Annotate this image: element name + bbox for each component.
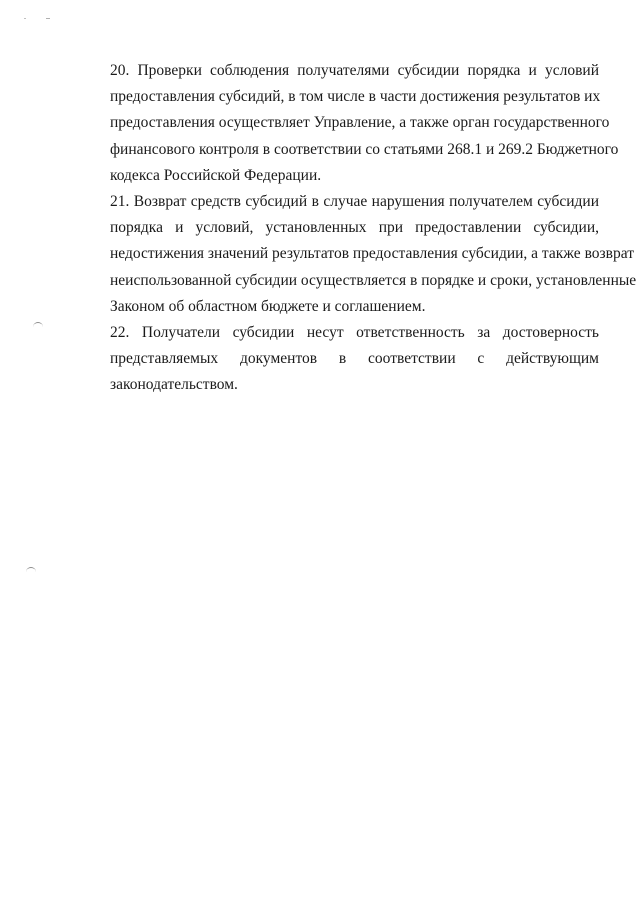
paragraph-line: предоставления субсидий, в том числе в части достижения результатов их: [110, 88, 601, 106]
scan-mark: [46, 18, 50, 19]
paragraph-line: недостижения значений результатов предоставления субсидии, а также возврат: [110, 245, 634, 263]
document-body: [80, 58, 637, 399]
paragraph-line: 20. Проверки соблюдения получателями субсидии порядка и условий: [110, 62, 599, 79]
paragraph-line: неиспользованной субсидии осуществляется в порядке и сроки, установленные: [110, 271, 637, 289]
paragraph-line: кодекса Российской Федерации.: [110, 166, 322, 184]
paragraph-line: финансового контроля в соответствии со статьями 268.1 и 269.2 Бюджетного: [110, 140, 619, 158]
paragraph-line: представляемых документов в соответствии с действующим: [110, 350, 599, 368]
paragraph-22: [80, 320, 599, 399]
paragraph-line: 22. Получатели субсидии несут ответственность за достоверность: [110, 324, 599, 342]
paragraph-line: предоставления осуществляет Управление, а также орган государственного: [110, 114, 610, 132]
paragraph-line: порядка и условий, установленных при предоставлении субсидии,: [110, 219, 599, 237]
paragraph-line: 21. Возврат средств субсидий в случае нарушения получателем субсидии: [110, 193, 599, 211]
binding-hole-mark: [33, 322, 43, 327]
paragraph-line: законодательством.: [110, 376, 238, 394]
paragraph-21: [80, 189, 637, 320]
paragraph-line: Законом об областном бюджете и соглашением.: [110, 297, 426, 315]
paragraph-20: [80, 58, 619, 189]
scan-mark: [24, 18, 26, 19]
binding-hole-mark: [26, 567, 36, 572]
